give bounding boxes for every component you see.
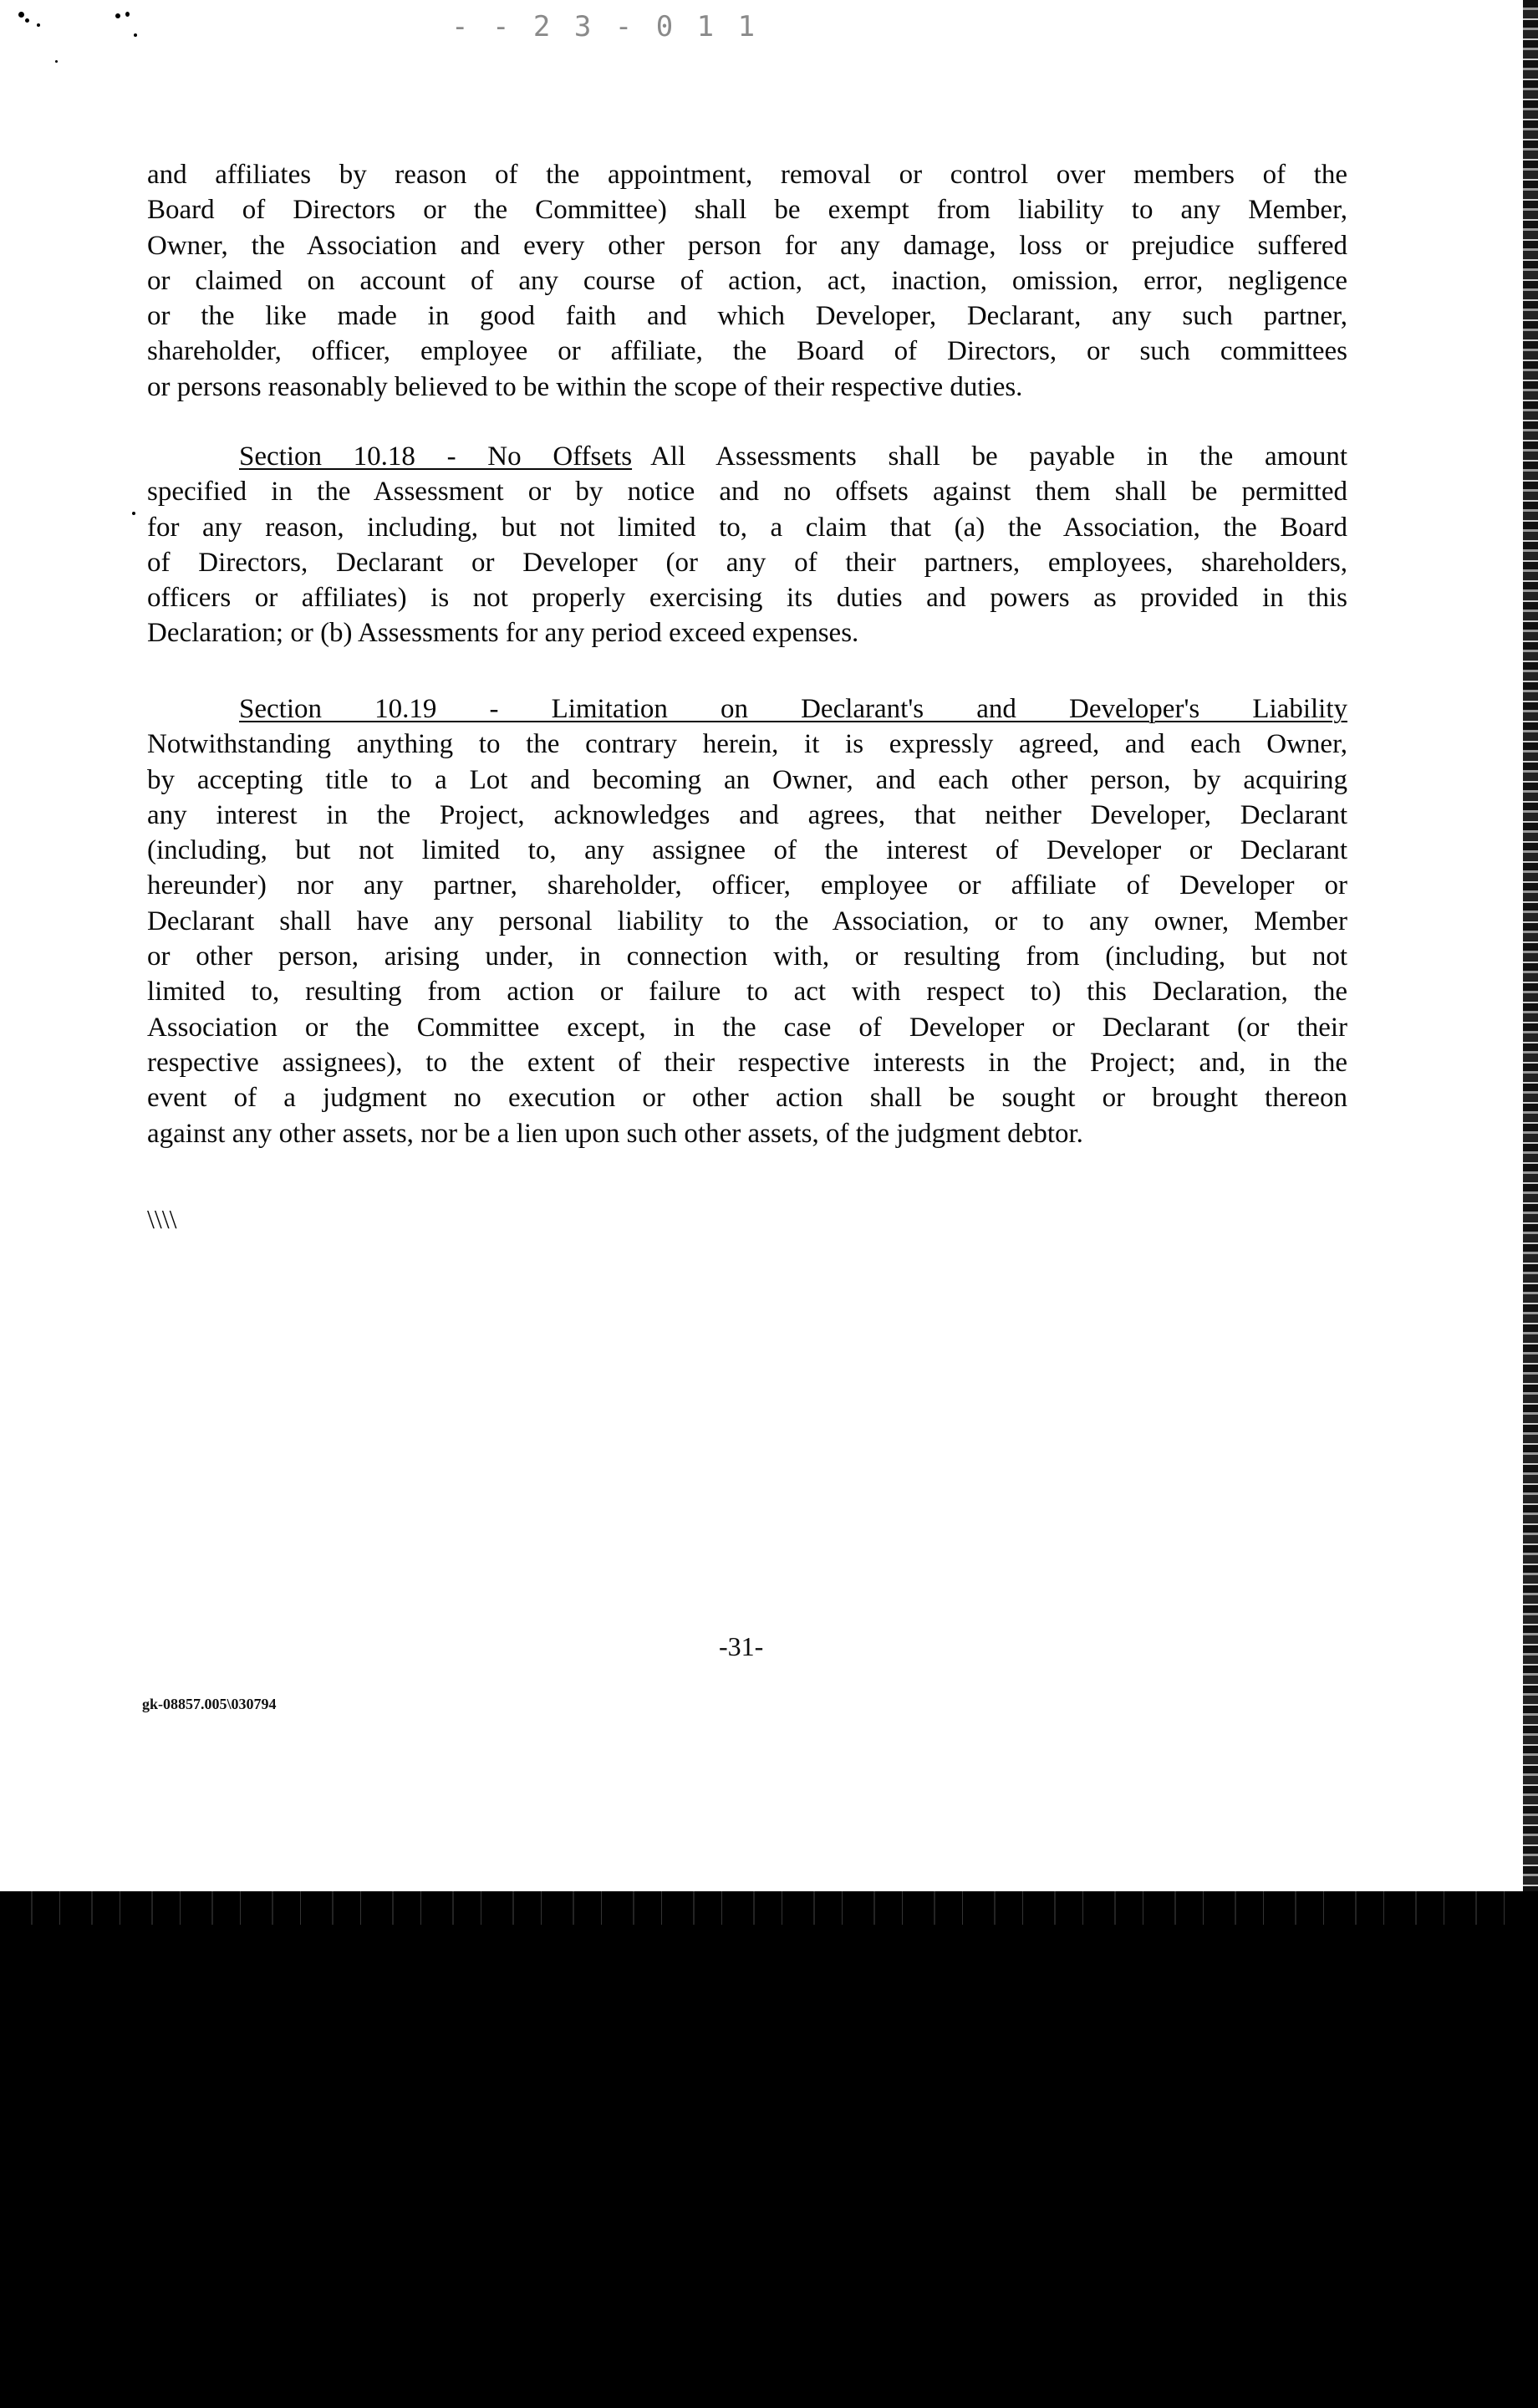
scan-speck (55, 60, 58, 63)
text-line: (including, but not limited to, any assignee of the interest of Developer or Declarant (147, 835, 1347, 866)
text-line: event of a judgment no execution or other action shall be sought or brought thereon (147, 1083, 1347, 1114)
scan-speck (115, 13, 120, 18)
scan-bottom-noise (0, 1891, 1523, 1925)
section-heading: Section 10.18 - No Offsets (239, 441, 633, 472)
text-line: or persons reasonably believed to be within the scope of their respective duties. (147, 371, 1023, 402)
text-line: hereunder) nor any partner, shareholder, officer, employee or affiliate of Developer or (147, 870, 1347, 901)
page-number: -31- (719, 1631, 764, 1661)
scan-speck (18, 12, 24, 18)
text-line: Declaration; or (b) Assessments for any period exceed expenses. (147, 618, 859, 649)
text-line: or the like made in good faith and which Developer, Declarant, any such partner, (147, 301, 1347, 332)
text-line: any interest in the Project, acknowledges and agrees, that neither Developer, Declarant (147, 799, 1347, 830)
text-line: and affiliates by reason of the appointment, removal or control over members of the (147, 160, 1347, 190)
text-line: shareholder, officer, employee or affiliate, the Board of Directors, or such committees (147, 336, 1347, 367)
text-line: officers or affiliates) is not properly exercising its duties and powers as provided in this (147, 583, 1347, 614)
scan-speck (132, 512, 135, 515)
text-line: for any reason, including, but not limited to, a claim that (a) the Association, the Board (147, 512, 1347, 543)
scan-speck (25, 18, 29, 23)
text-line: specified in the Assessment or by notice and no offsets against them shall be permitted (147, 477, 1347, 508)
text-line: against any other assets, nor be a lien upon such other assets, of the judgment debtor. (147, 1118, 1083, 1149)
text-line: Board of Directors or the Committee) shall be exempt from liability to any Member, (147, 195, 1347, 226)
section-first-line (147, 439, 1347, 474)
text-line: Declarant shall have any personal liability to the Association, or to any owner, Member (147, 906, 1347, 936)
text-line: respective assignees), to the extent of their respective interests in the Project; and, in the (147, 1047, 1347, 1078)
scan-speck (125, 12, 130, 17)
section-heading: Section 10.19 - Limitation on Declarant's and Developer's Liability (239, 694, 1347, 724)
text-line: Association or the Committee except, in the case of Developer or Declarant (or their (147, 1012, 1347, 1043)
scan-right-edge (1523, 0, 1538, 1891)
paragraph-liability-exemption (147, 157, 1347, 405)
text-line: Notwithstanding anything to the contrary herein, it is expressly agreed, and each Owner, (147, 729, 1347, 760)
text-line-rest: All Assessments shall be payable in the amount (650, 441, 1347, 472)
text-line: or claimed on account of any course of action, act, inaction, omission, error, negligence (147, 265, 1347, 296)
text-line: of Directors, Declarant or Developer (or any of their partners, employees, shareholders, (147, 547, 1347, 578)
end-marker: \\\\ (147, 1204, 177, 1234)
text-line: or other person, arising under, in connection with, or resulting from (including, but not (147, 941, 1347, 972)
document-code: gk-08857.005\030794 (142, 1696, 277, 1712)
text-line: by accepting title to a Lot and becoming an Owner, and each other person, by acquiring (147, 764, 1347, 795)
section-10-18-no-offsets (147, 439, 1347, 651)
scan-speck (134, 33, 137, 37)
scan-speck (37, 23, 40, 27)
header-stamp: - - 2 3 - 0 1 1 (451, 10, 759, 43)
section-10-19-limitation-liability (147, 691, 1347, 1151)
text-line: Owner, the Association and every other person for any damage, loss or prejudice suffered (147, 230, 1347, 261)
text-line: limited to, resulting from action or failure to act with respect to) this Declaration, the (147, 977, 1347, 1008)
